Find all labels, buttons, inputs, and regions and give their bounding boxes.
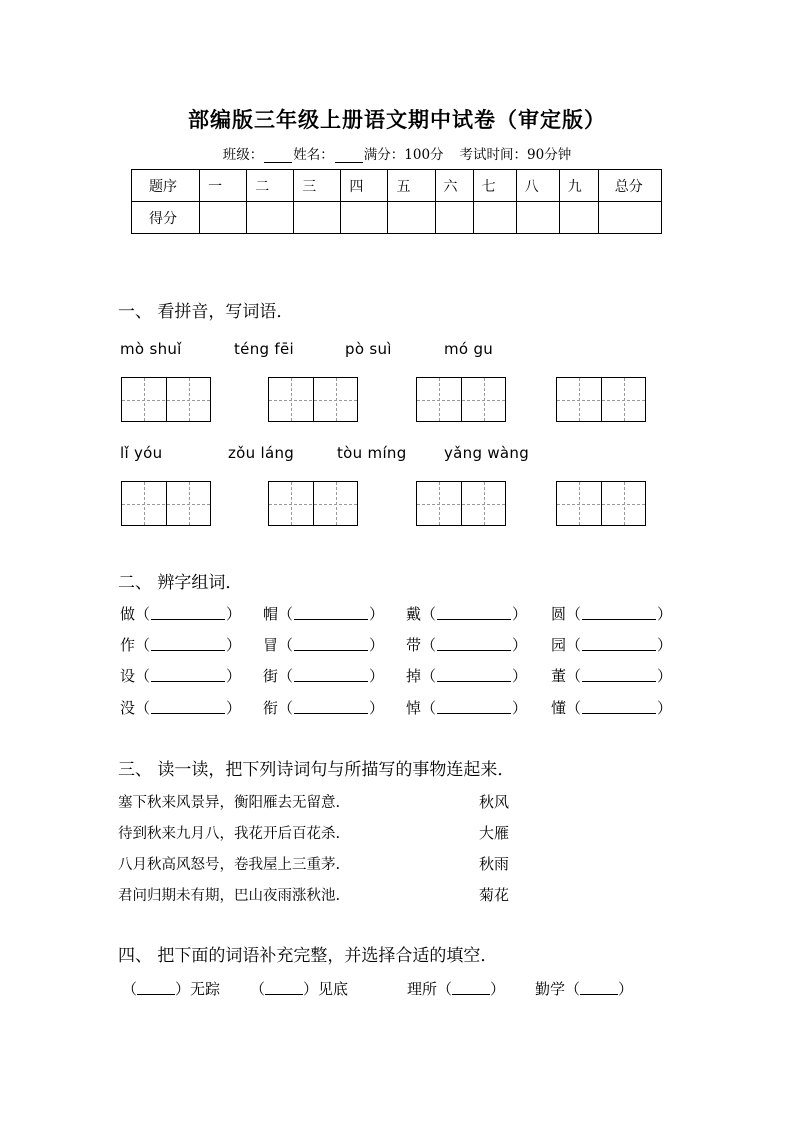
- score-cell[interactable]: [598, 202, 661, 234]
- pinyin-label: pò suì: [345, 340, 392, 358]
- writing-grid[interactable]: [416, 481, 506, 526]
- page-title: 部编版三年级上册语文期中试卷（审定版）: [188, 108, 606, 132]
- class-blank[interactable]: [264, 150, 292, 163]
- header-cell: 总分: [598, 170, 661, 202]
- fill-suffix: ）无踪: [175, 980, 221, 998]
- poem-line[interactable]: 八月秋高风怒号，卷我屋上三重茅.: [118, 857, 341, 873]
- char: 做: [120, 605, 136, 623]
- score-cell[interactable]: [473, 202, 516, 234]
- poem-line[interactable]: 待到秋来九月八，我花开后百花杀.: [118, 826, 341, 842]
- word-group-item[interactable]: 带（ ）: [406, 636, 528, 654]
- word-group-item[interactable]: 圆（ ）: [551, 605, 673, 623]
- char: 街: [263, 667, 279, 685]
- fill-suffix: ）: [490, 980, 506, 998]
- name-blank[interactable]: [335, 150, 363, 163]
- exam-time: 考试时间：90分钟: [459, 147, 572, 163]
- match-answer[interactable]: 菊花: [479, 886, 510, 904]
- word-group-item[interactable]: 园（ ）: [551, 636, 673, 654]
- score-cell[interactable]: [247, 202, 294, 234]
- full-score: 满分：100分: [363, 147, 444, 163]
- fill-prefix: 勤学（: [535, 980, 581, 998]
- char: 懂: [551, 699, 567, 717]
- word-group-item[interactable]: 董（ ）: [551, 667, 673, 685]
- section3-heading: 三、 读一读，把下列诗词句与所描写的事物连起来．: [118, 760, 515, 780]
- word-group-item[interactable]: 帽（ ）: [263, 605, 385, 623]
- header-cell: 二: [247, 170, 294, 202]
- word-group-item[interactable]: 没（ ）: [120, 699, 242, 717]
- pinyin-label: téng fēi: [234, 340, 294, 358]
- fill-prefix: 理所（: [407, 980, 453, 998]
- writing-grid[interactable]: [556, 377, 646, 422]
- header-cell: 一: [200, 170, 247, 202]
- class-label: 班级：: [222, 147, 264, 163]
- writing-grid[interactable]: [268, 377, 358, 422]
- char: 带: [406, 636, 422, 654]
- word-group-item[interactable]: 戴（ ）: [406, 605, 528, 623]
- word-group-item[interactable]: 悼（ ）: [406, 699, 528, 717]
- score-table: [131, 169, 662, 234]
- header-cell: 题序: [132, 170, 200, 202]
- word-group-item[interactable]: 冒（ ）: [263, 636, 385, 654]
- word-group-item[interactable]: 设（ ）: [120, 667, 242, 685]
- char: 作: [120, 636, 136, 654]
- char: 设: [120, 667, 136, 685]
- writing-grid[interactable]: [556, 481, 646, 526]
- score-cell[interactable]: [294, 202, 341, 234]
- writing-grid[interactable]: [268, 481, 358, 526]
- score-row-label: 得分: [132, 202, 200, 234]
- writing-grid[interactable]: [121, 481, 211, 526]
- pinyin-label: mò shuǐ: [120, 340, 182, 358]
- char: 没: [120, 699, 136, 717]
- fill-suffix: ）: [618, 980, 634, 998]
- pinyin-label: zǒu láng: [228, 444, 295, 462]
- char: 衔: [263, 699, 279, 717]
- idiom-fill-item[interactable]: [535, 978, 633, 999]
- word-group-item[interactable]: 衔（ ）: [263, 699, 385, 717]
- match-answer[interactable]: 秋风: [479, 793, 510, 811]
- score-header-row: [132, 170, 662, 202]
- char: 董: [551, 667, 567, 685]
- char: 园: [551, 636, 567, 654]
- header-cell: 七: [473, 170, 516, 202]
- word-group-item[interactable]: 作（ ）: [120, 636, 242, 654]
- idiom-fill-item[interactable]: [250, 978, 348, 999]
- score-cell[interactable]: [388, 202, 435, 234]
- score-cell[interactable]: [559, 202, 598, 234]
- score-cell[interactable]: [341, 202, 388, 234]
- pinyin-label: lǐ yóu: [120, 444, 163, 462]
- word-group-item[interactable]: 掉（ ）: [406, 667, 528, 685]
- word-group-item[interactable]: 街（ ）: [263, 667, 385, 685]
- header-cell: 四: [341, 170, 388, 202]
- writing-grid[interactable]: [416, 377, 506, 422]
- exam-info: [0, 143, 794, 163]
- char: 帽: [263, 605, 279, 623]
- section2-heading: 二、 辨字组词．: [118, 573, 243, 593]
- char: 圆: [551, 605, 567, 623]
- fill-prefix: （: [250, 980, 266, 998]
- score-cell[interactable]: [200, 202, 247, 234]
- char: 悼: [406, 699, 422, 717]
- score-cell[interactable]: [435, 202, 473, 234]
- pinyin-label: tòu míng: [337, 444, 407, 462]
- header-cell: 九: [559, 170, 598, 202]
- poem-line[interactable]: 君问归期未有期，巴山夜雨涨秋池.: [118, 888, 341, 904]
- header-cell: 五: [388, 170, 435, 202]
- match-answer[interactable]: 秋雨: [479, 855, 510, 873]
- pinyin-label: yǎng wàng: [444, 444, 530, 462]
- writing-grid[interactable]: [121, 377, 211, 422]
- section4-heading: 四、 把下面的词语补充完整，并选择合适的填空．: [118, 946, 498, 966]
- match-answer[interactable]: 大雁: [479, 824, 510, 842]
- word-group-item[interactable]: 做（ ）: [120, 605, 242, 623]
- section1-heading: 一、 看拼音，写词语．: [118, 302, 294, 322]
- char: 掉: [406, 667, 422, 685]
- header-cell: 八: [516, 170, 559, 202]
- fill-suffix: ）见底: [303, 980, 349, 998]
- idiom-fill-item[interactable]: [407, 978, 505, 999]
- header-cell: 六: [435, 170, 473, 202]
- fill-prefix: （: [122, 980, 138, 998]
- name-label: 姓名：: [293, 147, 334, 163]
- score-cell[interactable]: [516, 202, 559, 234]
- idiom-fill-item[interactable]: [122, 978, 220, 999]
- poem-line[interactable]: 塞下秋来风景异，衡阳雁去无留意.: [118, 795, 341, 811]
- word-group-item[interactable]: 懂（ ）: [551, 699, 673, 717]
- pinyin-label: mó gu: [444, 340, 494, 358]
- header-cell: 三: [294, 170, 341, 202]
- score-row: [132, 202, 662, 234]
- char: 戴: [406, 605, 422, 623]
- char: 冒: [263, 636, 279, 654]
